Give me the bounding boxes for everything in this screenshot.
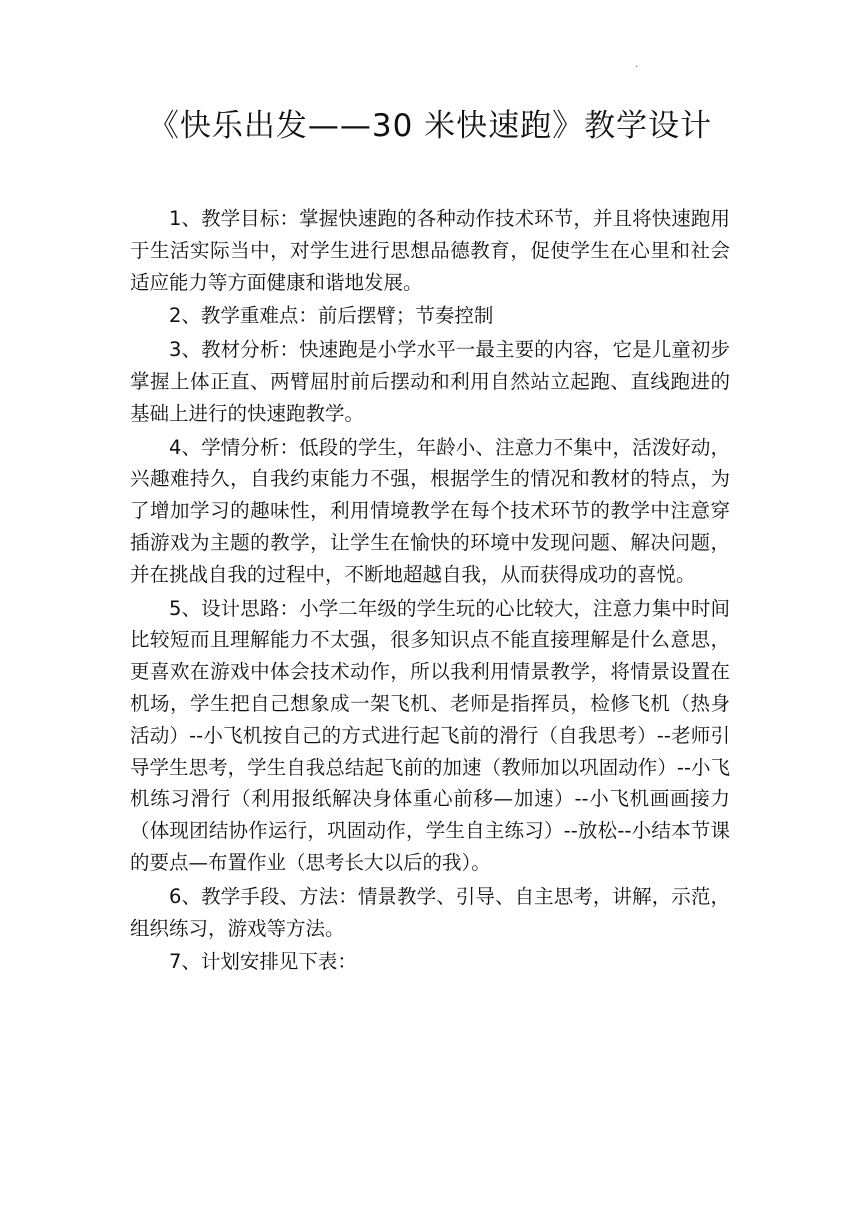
paragraph-teaching-goals: 1、教学目标：掌握快速跑的各种动作技术环节，并且将快速跑用于生活实际当中，对学生进行思想品德教育，促使学生在心里和社会适应能力等方面健康和谐地发展。 bbox=[130, 207, 730, 294]
paragraph-teaching-methods: 6、教学手段、方法：情景教学、引导、自主思考，讲解，示范，组织练习，游戏等方法。 bbox=[130, 884, 730, 940]
paragraph-material-analysis: 3、教材分析：快速跑是小学水平一最主要的内容，它是儿童初步掌握上体正直、两臂屈肘前后摆动和利用自然站立起跑、直线跑进的基础上进行的快速跑教学。 bbox=[130, 338, 730, 425]
corner-mark: . bbox=[635, 59, 639, 70]
paragraph-design-idea: 5、设计思路：小学二年级的学生玩的心比较大，注意力集中时间比较短而且理解能力不太强，很多知识点不能直接理解是什么意思，更喜欢在游戏中体会技术动作，所以我利用情景教学，将情景设置在机场，学生把自己想象成一架飞机、老师是指挥员，检修飞机（热身活动）--小飞机按自己的方式进行起飞前的滑行（自我思考）--老师引导学生思考，学生自我总结起飞前的加速（教师加以巩固动作）--小飞机练习滑行（利用报纸解决身体重心前移—加速）--小飞机画画接力（体现团结协作运行，巩固动作，学生自主练习）--放松--小结本节课的要点—布置作业（思考长大以后的我）。 bbox=[130, 596, 730, 874]
paragraph-student-analysis: 4、学情分析：低段的学生，年龄小、注意力不集中，活泼好动，兴趣难持久，自我约束能力不强，根据学生的情况和教材的特点，为了增加学习的趣味性，利用情境教学在每个技术环节的教学中注意穿插游戏为主题的教学，让学生在愉快的环境中发现问题、解决问题，并在挑战自我的过程中，不断地超越自我，从而获得成功的喜悦。 bbox=[130, 435, 730, 586]
page-title: 《快乐出发——30 米快速跑》教学设计 bbox=[147, 108, 713, 144]
paragraph-key-difficulties: 2、教学重难点：前后摆臂；节奏控制 bbox=[169, 304, 494, 328]
paragraph-plan-arrangement: 7、计划安排见下表： bbox=[169, 950, 357, 974]
document-body bbox=[130, 203, 730, 980]
